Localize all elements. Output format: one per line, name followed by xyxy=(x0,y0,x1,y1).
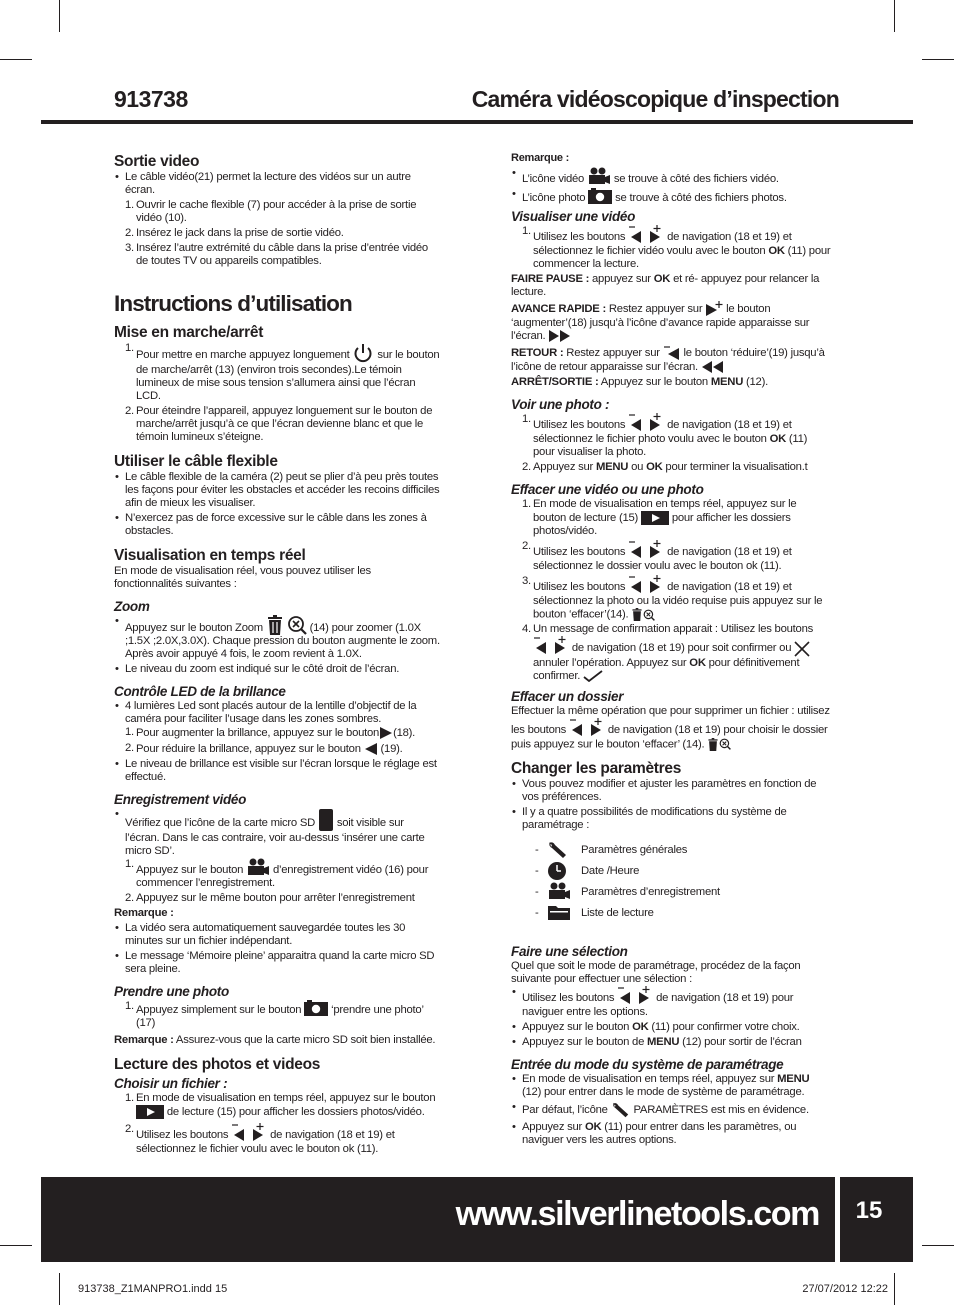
bullet-item: • Appuyez sur OK (11) pour entrer dans les paramètres, ou naviguer vers les autres options. xyxy=(511,1121,831,1147)
checkmark-icon xyxy=(583,670,603,682)
bullet-item: • 4 lumières Led sont placés autour de la lentille d’objectif de la caméra pour faciliter l’usage dans les zones sombres. xyxy=(114,700,440,726)
play-icon xyxy=(641,511,669,525)
numbered-item: 1. Utilisez les boutons de navigation (18 et 19) et sélectionnez le fichier vidéo voulu avec le bouton OK (11) pour commencer la lecture. xyxy=(522,225,831,270)
video-camera-icon xyxy=(587,167,611,185)
numbered-item: 1. Appuyez sur le bouton d’enregistrement vidéo (16) pour commencer l’enregistrement. xyxy=(125,858,429,889)
crop-mark xyxy=(59,1273,60,1305)
param-item-general: - Paramètres générales xyxy=(511,844,831,857)
power-icon xyxy=(352,342,374,364)
bullet-item: • L’icône vidéo se trouve à côté des fichiers vidéo. xyxy=(511,167,831,186)
page-title: Caméra vidéoscopique d’inspection xyxy=(471,86,839,112)
arrow-right-icon xyxy=(379,726,393,740)
nav-left-right-icon xyxy=(628,413,664,433)
section-title: Changer les paramètres xyxy=(511,759,682,777)
nav-left-right-icon xyxy=(617,986,653,1006)
rewind-icon xyxy=(701,361,725,373)
sd-card-icon xyxy=(318,808,334,832)
paragraph: Remarque : Assurez-vous que la carte micro SD soit bien installée. xyxy=(114,1034,436,1046)
nav-left-right-icon xyxy=(533,636,569,656)
numbered-item: 4. Un message de confirmation apparait : Utilisez les boutons de navigation (18 et 19) pour soit confirmer ou annuler l’opération. Appuyez sur OK pour définitivement confirmer. xyxy=(522,623,813,682)
crop-mark xyxy=(0,59,32,60)
crop-mark xyxy=(894,0,895,32)
numbered-item: 2. Insérez le jack dans la prise de sortie vidéo. xyxy=(125,227,344,239)
subsection-title: Effacer une vidéo ou une photo xyxy=(511,482,704,497)
numbered-item: 1. En mode de visualisation en temps réel, appuyez sur le bouton de lecture (15) pour afficher les dossiers photos/vidéo. xyxy=(522,498,797,537)
section-title: Visualisation en temps réel xyxy=(114,547,306,564)
crop-mark xyxy=(0,1245,32,1246)
play-icon xyxy=(136,1105,164,1119)
subsection-title: Enregistrement vidéo xyxy=(114,792,247,807)
section-title: Lecture des photos et videos xyxy=(114,1056,321,1073)
numbered-item: 3. Utilisez les boutons de navigation (18 et 19) et sélectionnez la photo ou la vidéo requise puis appuyez sur le bouton ‘effacer’(14). xyxy=(522,575,823,621)
paragraph: AVANCE RAPIDE : Restez appuyer sur le bouton ‘augmenter’(18) jusqu’à l’icône d’avance rapide apparaisse sur l’écran. xyxy=(511,302,810,342)
page-number-box xyxy=(840,1177,913,1262)
bullet-item: • La vidéo sera automatiquement sauvegardée toutes les 30 minutes sur un fichier indépendant. xyxy=(114,922,440,948)
print-slug-file: 913738_Z1MANPRO1.indd 15 xyxy=(78,1283,228,1295)
paragraph: Effectuer la même opération que pour supprimer un fichier : utilisez les boutons de navigation (18 et 19) pour choisir le dossier puis appuyez sur le bouton ‘effacer’ (14). xyxy=(511,704,830,750)
numbered-item: 1. En mode de visualisation en temps réel, appuyez sur le bouton de lecture (15) pour afficher les dossiers photos/vidéo. xyxy=(125,1092,436,1118)
param-item-date: - Date /Heure xyxy=(511,865,831,878)
cancel-x-icon xyxy=(794,641,810,657)
subsection-title: Faire une sélection xyxy=(511,943,628,959)
bullet-item: • En mode de visualisation en temps réel, appuyez sur MENU (12) pour entrer dans le mode de système de paramétrage. xyxy=(511,1073,831,1099)
section-title: Sortie video xyxy=(114,153,200,170)
param-item-playlist: - Liste de lecture xyxy=(511,907,831,920)
right-column xyxy=(511,152,831,1147)
subsection-title: Effacer un dossier xyxy=(511,688,624,704)
clock-icon xyxy=(547,861,567,881)
numbered-item: 3. Insérez l’autre extrémité du câble dans la prise d’entrée vidéo de toutes TV ou appareils compatibles. xyxy=(125,242,428,267)
website-link[interactable]: www.silverlinetools.com xyxy=(455,1195,819,1233)
paragraph: En mode de visualisation réel, vous pouvez utiliser les fonctionnalités suivantes : xyxy=(114,565,371,590)
arrow-left-icon xyxy=(364,742,378,756)
bullet-item: • N’exercez pas de force excessive sur le câble dans les zones à obstacles. xyxy=(114,512,440,538)
crop-mark xyxy=(922,59,954,60)
subsection-title: Prendre une photo xyxy=(114,984,229,999)
footer-bar xyxy=(41,1177,835,1262)
crop-mark xyxy=(59,0,60,32)
arrow-right-plus-icon xyxy=(705,301,723,317)
photo-camera-icon xyxy=(304,1000,328,1016)
numbered-item: 2. Utilisez les boutons de navigation (18 et 19) et sélectionnez le dossier voulu avec le bouton ok (11). xyxy=(522,540,792,572)
numbered-item: 1. Ouvrir le cache flexible (7) pour accéder à la prise de sortie vidéo (10). xyxy=(125,199,417,224)
nav-left-right-icon xyxy=(231,1123,267,1143)
numbered-item: 2. Appuyez sur MENU ou OK pour terminer la visualisation.t xyxy=(522,461,808,473)
bullet-item: • Le câble vidéo(21) permet la lecture des vidéos sur un autre écran. xyxy=(114,171,440,197)
numbered-item: 2. Pour éteindre l’appareil, appuyez longuement sur le bouton de marche/arrêt jusqu’à ce que l’écran devienne blanc et que le témoin lumineux s’éteigne. xyxy=(125,405,433,443)
zoom-icon xyxy=(287,615,307,635)
numbered-item: 2. Pour réduire la brillance, appuyez sur le bouton (19). xyxy=(125,742,403,755)
model-number: 913738 xyxy=(114,86,188,112)
zoom-icon xyxy=(719,738,731,750)
numbered-item: 1. Pour augmenter la brillance, appuyez sur le bouton (18). xyxy=(125,726,416,739)
crop-mark xyxy=(894,1273,895,1305)
paragraph: Quel que soit le mode de paramétrage, procédez de la façon suivante pour effectuer une sélection : xyxy=(511,959,801,985)
numbered-item: 2. Utilisez les boutons de navigation (18 et 19) et sélectionnez le fichier voulu avec le bouton ok (11). xyxy=(125,1123,395,1155)
bullet-item: • Il y a quatre possibilités de modifications du système de paramétrage : xyxy=(511,806,831,832)
video-camera-icon xyxy=(246,858,270,876)
subsection-title: Zoom xyxy=(114,599,150,614)
zoom-icon xyxy=(643,609,655,621)
numbered-item: 1. Utilisez les boutons de navigation (18 et 19) et sélectionnez le fichier photo voulu avec le bouton OK (11) pour visualiser la photo. xyxy=(522,413,808,458)
bullet-item: • Appuyez sur le bouton OK (11) pour confirmer votre choix. xyxy=(511,1021,831,1034)
video-camera-icon xyxy=(547,882,571,900)
print-slug-date: 27/07/2012 12:22 xyxy=(802,1283,888,1295)
section-title: Utiliser le câble flexible xyxy=(114,453,278,470)
subsection-title: Voir une photo : xyxy=(511,397,610,412)
subsection-title: Choisir un fichier : xyxy=(114,1076,228,1091)
numbered-item: 2. Appuyez sur le même bouton pour arrêter l’enregistrement xyxy=(125,892,415,904)
numbered-item: 1. Pour mettre en marche appuyez longuement sur le bouton de marche/arrêt (13) (environ trois secondes).Le témoin lumineux de mise sous tension s’allumera ainsi que l’écran LCD. xyxy=(125,342,440,402)
header-rule xyxy=(41,120,913,124)
left-column xyxy=(114,152,440,1156)
trash-icon xyxy=(266,615,284,635)
crop-mark xyxy=(922,1245,954,1246)
subsection-title: Entrée du mode du système de paramétrage xyxy=(511,1056,784,1072)
wrench-icon xyxy=(611,1101,631,1119)
remark-label: Remarque : xyxy=(114,907,174,919)
bullet-item: • Vérifiez que l’icône de la carte micro SD soit visible sur l’écran. Dans le cas contraire, voir au-dessus ‘insérer une carte micro SD’. xyxy=(114,808,440,858)
bullet-item: • Appuyez sur le bouton de MENU (12) pour sortir de l’écran xyxy=(511,1036,831,1049)
bullet-item: • L’icône photo se trouve à côté des fichiers photos. xyxy=(511,188,831,205)
nav-left-right-icon xyxy=(628,540,664,560)
trash-icon xyxy=(707,738,719,751)
folder-icon xyxy=(547,903,571,921)
bullet-item: • Appuyez sur le bouton Zoom (14) pour zoomer (1.0X ;1.5X ;2.0X,3.0X). Chaque pression du bouton augmente le zoom. Après avoir appuyé 4 fois, le zoom revient à 1.0X. xyxy=(114,615,440,661)
section-title: Mise en marche/arrêt xyxy=(114,324,264,341)
bullet-item: • Le câble flexible de la caméra (2) peut se plier d’à peu près toutes les façons pour éviter les obstacles et accéder les recoins difficiles afin de mieux les visualiser. xyxy=(114,471,440,510)
remark-label: Remarque : xyxy=(511,152,570,164)
bullet-item: • Utilisez les boutons de navigation (18 et 19) pour naviguer entre les options. xyxy=(511,986,831,1019)
bullet-item: • Vous pouvez modifier et ajuster les paramètres en fonction de vos préférences. xyxy=(511,778,831,804)
bullet-item: • Le niveau de brillance est visible sur l’écran lorsque le réglage est effectué. xyxy=(114,758,440,784)
fast-forward-icon xyxy=(548,330,572,342)
arrow-left-minus-icon xyxy=(663,345,681,361)
param-item-recording: - Paramètres d’enregistrement xyxy=(511,886,831,899)
paragraph: FAIRE PAUSE : appuyez sur OK et ré- appuyez pour relancer la lecture. xyxy=(511,273,820,298)
bullet-item: • Le niveau du zoom est indiqué sur le côté droit de l’écran. xyxy=(114,663,440,676)
subsection-title: Visualiser une vidéo xyxy=(511,209,636,224)
nav-left-right-icon xyxy=(628,225,664,245)
main-heading: Instructions d’utilisation xyxy=(114,291,352,316)
nav-left-right-icon xyxy=(569,718,605,738)
bullet-item: • Le message ‘Mémoire pleine’ apparaitra quand la carte micro SD sera pleine. xyxy=(114,950,440,976)
paragraph: ARRÊT/SORTIE : Appuyez sur le bouton MENU (12). xyxy=(511,376,768,388)
nav-left-right-icon xyxy=(628,575,664,595)
page-number: 15 xyxy=(855,1197,883,1224)
subsection-title: Contrôle LED de la brillance xyxy=(114,684,286,699)
paragraph: RETOUR : Restez appuyer sur le bouton ‘réduire’(19) jusqu’à l’icône de retour apparaisse sur l’écran. xyxy=(511,346,825,373)
photo-camera-icon xyxy=(588,188,612,204)
trash-icon xyxy=(631,608,643,621)
numbered-item: 1. Appuyez simplement sur le bouton ‘prendre une photo’ (17) xyxy=(125,1000,424,1029)
bullet-item: • Par défaut, l’icône PARAMÈTRES est mis en évidence. xyxy=(511,1101,831,1119)
wrench-icon xyxy=(547,840,569,860)
